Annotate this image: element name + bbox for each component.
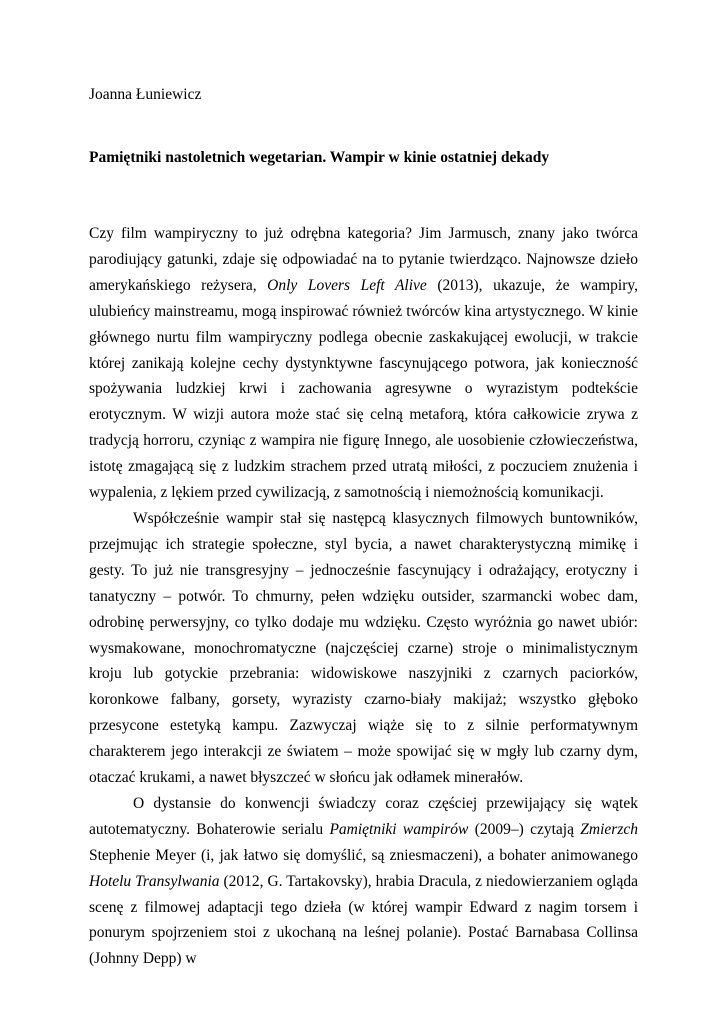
series-title: Pamiętniki wampirów bbox=[329, 820, 469, 838]
film-title: Only Lovers Left Alive bbox=[267, 276, 427, 294]
paragraph-text: Czy film wampiryczny to już odrębna kategoria? Jim Jarmusch, znany jako twórca parodiujący gatunki, zdaje się odpowiadać na to pytanie twierdząco. Najnowsze dzieło amerykańskiego reżysera, bbox=[89, 225, 638, 294]
paragraph-text: (2009–) czytają bbox=[468, 820, 581, 838]
paragraph-text: (2013), ukazuje, że wampiry, ulubieńcy mainstreamu, mogą inspirować również twórców kina artystycznego. W kinie głównego nurtu film wampiryczny podlega obecnie zaskakującej ewolucji, w trakcie której zanikają kolejne cechy dystynktywne fascynującego potwora, jak konieczność spożywania ludzkiej krwi i zachowania agresywne o wyrazistym podtekście erotycznym. W wizji autora może stać się celną metaforą, która całkowicie zrywa z tradycją horroru, czyniąc z wampira nie figurę Innego, ale uosobienie człowieczeństwa, istotę zmagającą się z ludzkim strachem przed utratą miłości, z poczuciem znużenia i wypalenia, z lękiem przed cywilizacją, z samotnością i niemożnością komunikacji. bbox=[89, 276, 638, 502]
paragraph-text: (2012, G. Tartakovsky), hrabia Dracula, z niedowierzaniem ogląda scenę z filmowej adaptacji tego dzieła (w której wampir Edward z nagim torsem i ponurym spojrzeniem stoi z ukochaną na leśnej polanie). Postać Barnabasa Collinsa (Johnny Depp) w bbox=[89, 872, 638, 968]
film-title: Hotelu Transylwania bbox=[89, 872, 220, 890]
article-title: Pamiętniki nastoletnich wegetarian. Wampir w kinie ostatniej dekady bbox=[89, 149, 550, 166]
book-title: Zmierzch bbox=[580, 820, 638, 838]
paragraph-3 bbox=[89, 791, 638, 972]
paragraph-text: O dystansie do konwencji świadczy coraz częściej przewijający się wątek autotematyczny. Bohaterowie serialu bbox=[89, 794, 638, 838]
paragraph-text: Stephenie Meyer (i, jak łatwo się domyślić, są zniesmaczeni), a bohater animowanego bbox=[89, 846, 638, 864]
paragraph-2: Współcześnie wampir stał się następcą klasycznych filmowych buntowników, przejmując ich strategie społeczne, styl bycia, a nawet charakterystyczną mimikę i gesty. To już nie transgresyjny – jednocześnie fascynujący i odrażający, erotyczny i tanatyczny – potwór. To chmurny, pełen wdzięku outsider, szarmancki wobec dam, odrobinę perwersyjny, co tylko dodaje mu wdzięku. Często wyróżnia go nawet ubiór: wysmakowane, monochromatyczne (najczęściej czarne) stroje o minimalistycznym kroju lub gotyckie przebrania: widowiskowe naszyjniki z czarnych paciorków, koronkowe falbany, gorsety, wyrazisty czarno-biały makijaż; wszystko głęboko przesycone estetyką kampu. Zazwyczaj wiąże się to z silnie performatywnym charakterem jego interakcji ze światem – może spowijać się w mgły lub czarny dym, otaczać krukami, a nawet błyszczeć w słońcu jak odłamek minerałów. bbox=[89, 509, 638, 787]
paragraph-1 bbox=[89, 221, 638, 506]
article-body bbox=[89, 221, 638, 972]
author-name: Joanna Łuniewicz bbox=[89, 86, 202, 103]
